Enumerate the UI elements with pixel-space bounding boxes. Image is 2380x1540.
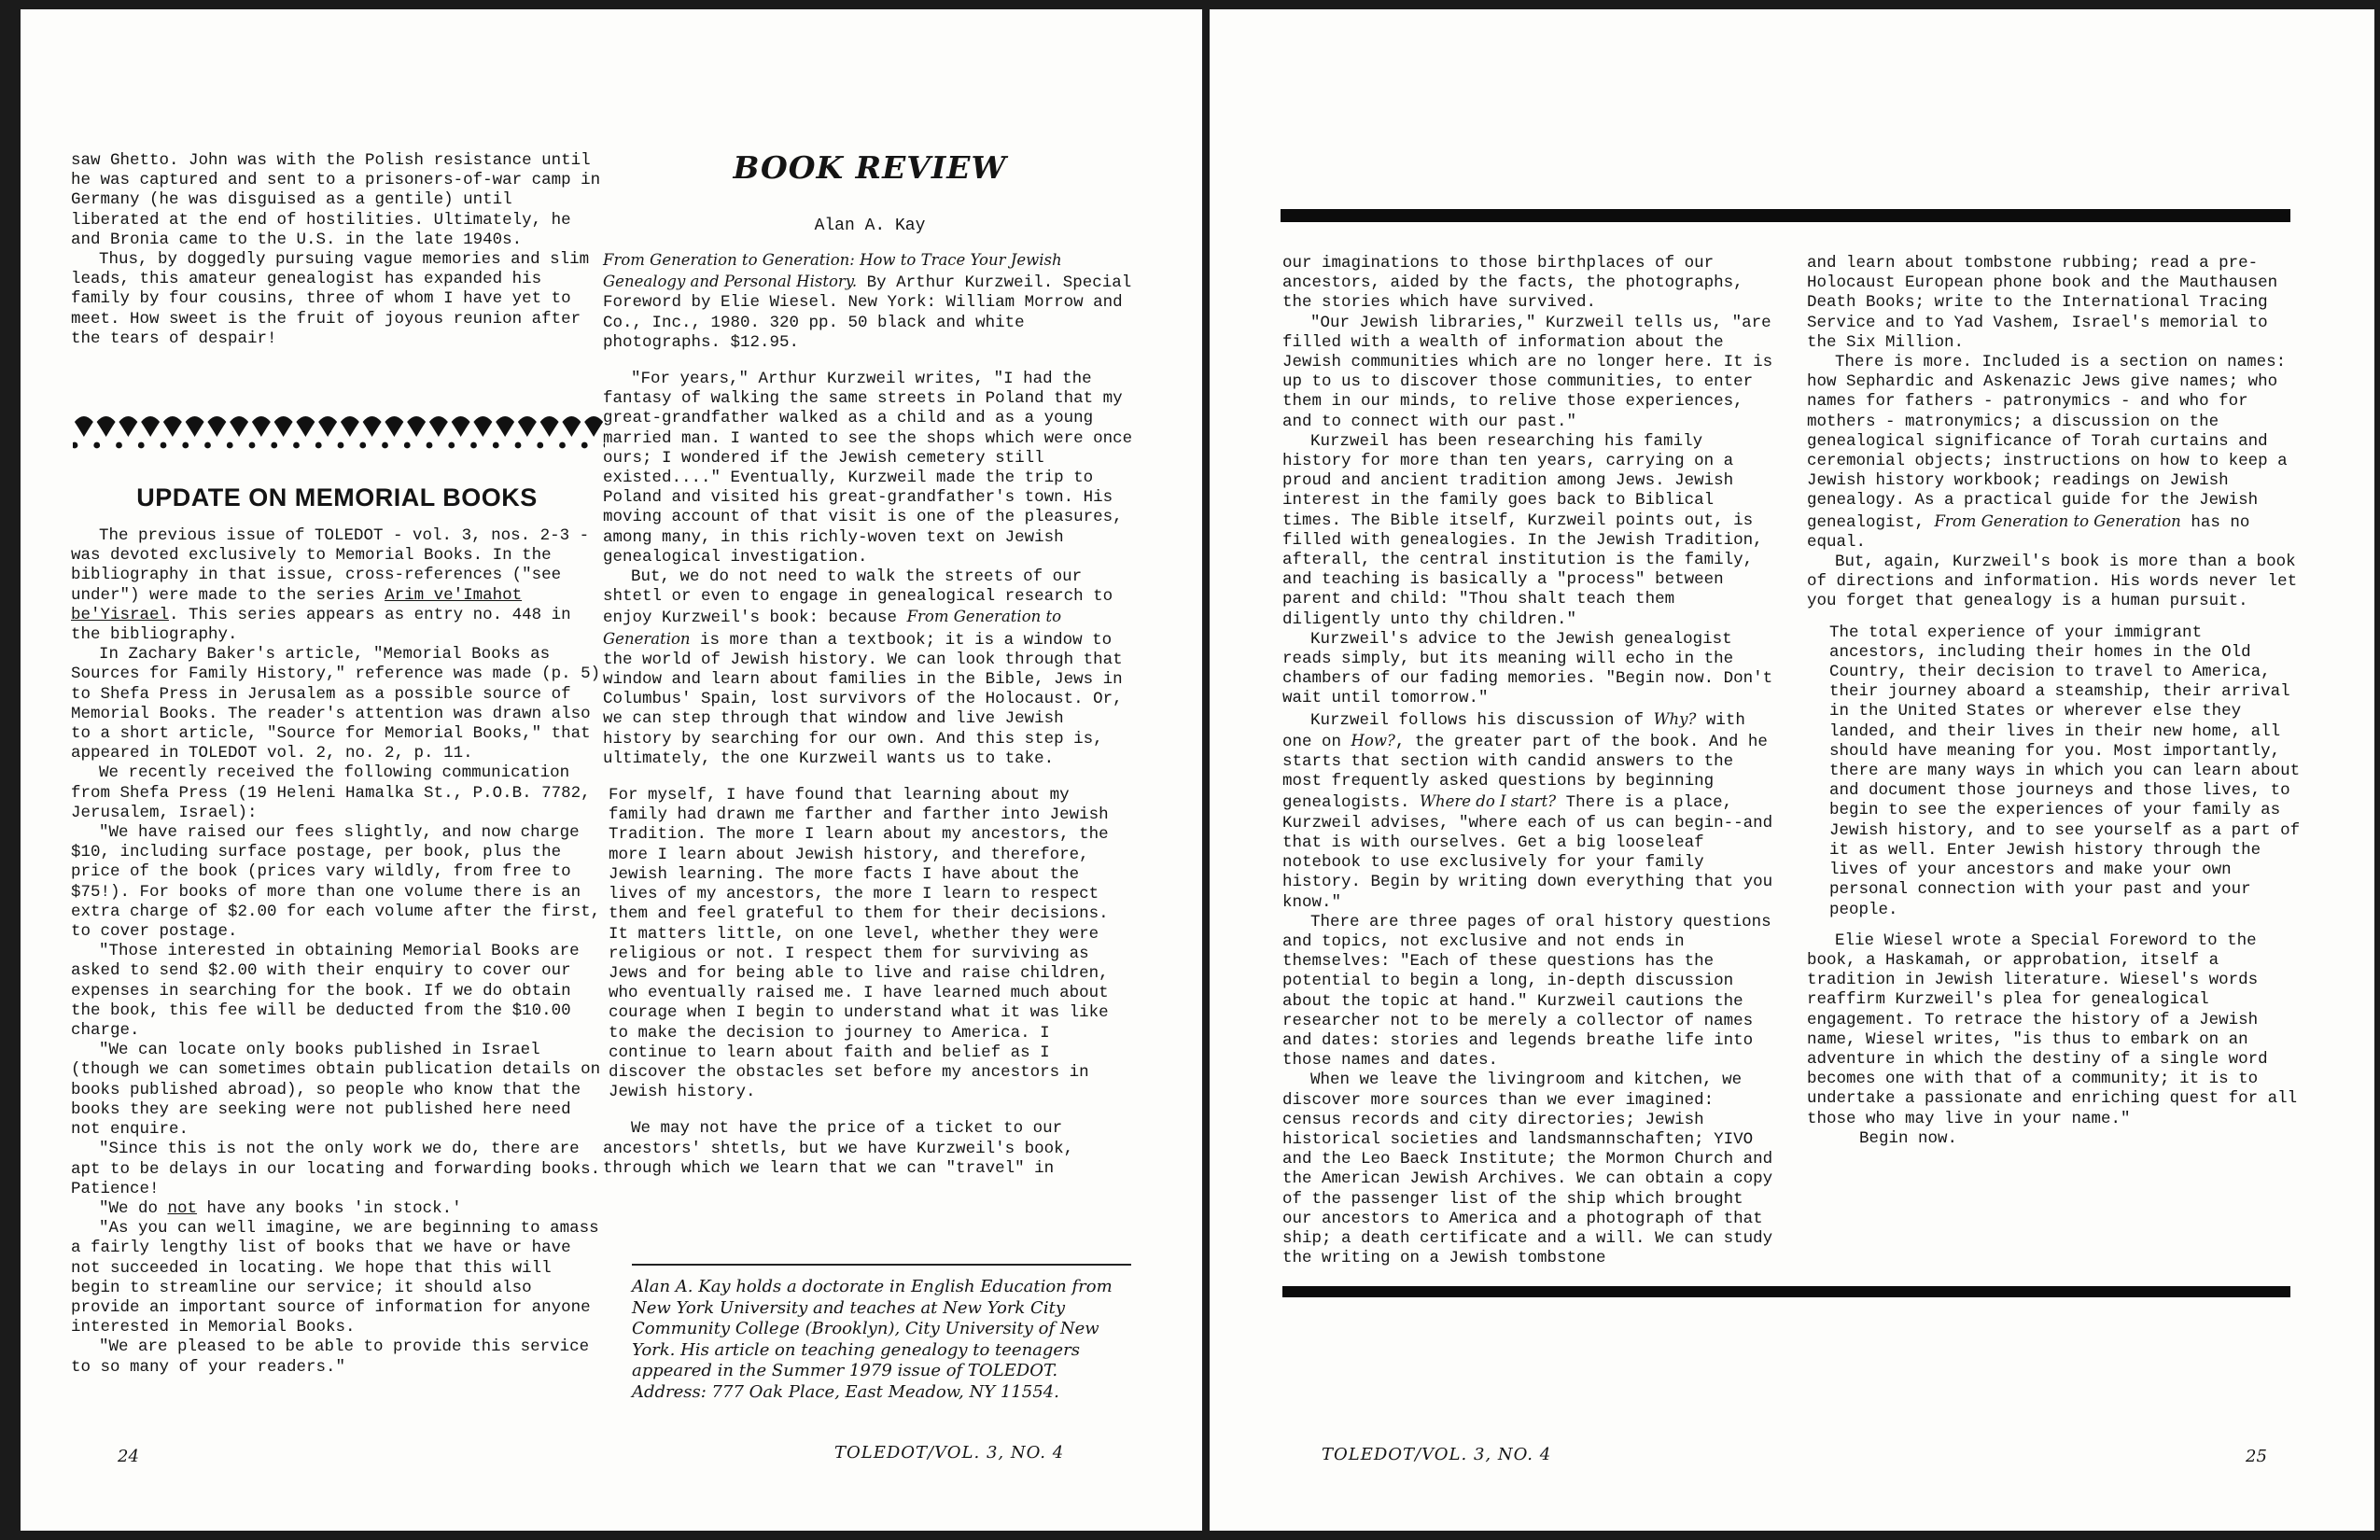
text-run: , the greater part of the book. And he starts that section with candid answers to the most frequently asked questions by beginning genealogists. [1282, 732, 1768, 813]
review-paragraph: But, again, Kurzweil's book is more than a book of directions and information. His words never let you forget that genealogy is a human pursuit. [1807, 553, 2298, 611]
ornament-drop [186, 416, 204, 437]
update-paragraph: "We are pleased to be able to provide this service to so many of your readers." [71, 1337, 590, 1377]
update-paragraph [71, 1199, 601, 1219]
page-footer: TOLEDOT/VOL. 3, NO. 4 [834, 1443, 1065, 1463]
ornament-drop [163, 416, 182, 437]
ornament-dot [338, 442, 344, 449]
review-paragraph [1282, 709, 1781, 913]
book-title: From Generation to Generation [1934, 511, 2181, 530]
book-review-title: BOOK REVIEW [733, 149, 1007, 186]
ornament-dot [404, 442, 411, 449]
text-run: There is a place, Kurzweil advises, "where each of us can begin--and that is with ourselves. Get a big looseleaf notebook to use exclusively for your family history. Begin by writing down everything that you know." [1282, 793, 1773, 912]
ornament-dot [227, 442, 233, 449]
ornament-dot [93, 442, 100, 449]
ornament-drop [385, 416, 403, 437]
ornament-drop [429, 416, 448, 437]
ornament-dot [182, 442, 189, 449]
text-run: There is more. Included is a section on names: how Sephardic and Askenazic Jews give names; who names for fathers - patronymics - and who for mothers - matronymics; a discussion on the genealogical significance of Torah curtains and ceremonial objects; instructions on how to keep a Jewish history workbook; readings on Jewish genealogy. As a practical guide for the Jewish genealogist, [1807, 353, 2288, 532]
review-paragraph [603, 567, 1137, 769]
update-column [71, 526, 601, 1378]
bottom-rule [1282, 1286, 2290, 1297]
ornament-dot [73, 442, 77, 449]
ornament-dot [359, 442, 366, 449]
update-paragraph [71, 526, 601, 645]
text-run: with one on [1282, 710, 1745, 751]
ornament-drop [473, 416, 492, 437]
ornament-drop [252, 416, 271, 437]
ornament-dot [493, 442, 499, 449]
review-indented-block: The total experience of your immigrant ancestors, including their homes in the Old Country, their decision to travel to America, their journey aboard a steamship, their arrival in the United States or wherever else they landed, and their lives in their new home, all should have meaning for you. Most importantly, there are many ways in which you can learn about and document those journeys and those lives, to begin to see the experiences of your family as Jewish history, and to see yourself as a part of it as well. Enter Jewish history through the lives of your ancestors and make your own personal connection with your past and your people. [1829, 623, 2301, 919]
left-page [21, 9, 1202, 1531]
ornament-drop [407, 416, 426, 437]
review-paragraph: When we leave the livingroom and kitchen, we discover more sources than we ever imagined: census records and city directories; Jewish historical societies and landsmannschaften; YIVO and the Leo Baeck Institute; the Mormon Church and the American Jewish Archives. We can obtain a copy of the passenger list of the ship which brought our ancestors to America and a photograph of that ship; a death certificate and a will. We can study the writing on a Jewish tombstone [1282, 1071, 1773, 1268]
update-paragraph: We recently received the following communication from Shefa Press (19 Heleni Hamalka St., P.O.B. 7782, Jerusalem, Israel): [71, 763, 591, 822]
emphasis: How? [1351, 731, 1395, 749]
ornament-dot [559, 442, 566, 449]
review-paragraph: "Our Jewish libraries," Kurzweil tells us, "are filled with a wealth of information about the Jewish communities which are no longer here. It is up to us to discover those communities, to enter them in our minds, to relive those experiences, and to connect with our past." [1282, 313, 1773, 431]
ornament-dot [470, 442, 477, 449]
page-number: 25 [2246, 1447, 2267, 1466]
bio-divider [632, 1264, 1131, 1266]
page-footer: TOLEDOT/VOL. 3, NO. 4 [1322, 1445, 1552, 1464]
book-review-author: Alan A. Kay [814, 217, 926, 235]
ornament-dot [293, 442, 300, 449]
review-paragraph: We may not have the price of a ticket to our ancestors' shtetls, but we have Kurzweil's book, through which we learn that we can "travel" in [603, 1119, 1074, 1178]
ornament-dot [427, 442, 433, 449]
review-continued-column-2 [1807, 254, 2302, 1149]
ornament-drop [584, 416, 603, 437]
review-paragraph: There are three pages of oral history questions and topics, not exclusive and not ends in themselves: "Each of these questions has the potential to begin a long, in-depth discussion about the topic at hand." Kurzweil cautions the researcher not to be merely a collector of names and dates: stories and legends breathe life into those names and dates. [1282, 912, 1771, 1071]
review-paragraph: Kurzweil's advice to the Jewish genealogist reads simply, but its meaning will echo in the chambers of our fading memories. "Begin now. Don't wait until tomorrow." [1282, 629, 1773, 708]
ornament-drop [296, 416, 315, 437]
emphasis: Where do I start? [1420, 792, 1557, 811]
right-page [1210, 9, 2374, 1531]
ornament-drop [97, 416, 116, 437]
ornament-drop [75, 416, 93, 437]
ornament-dot [161, 442, 167, 449]
update-heading: UPDATE ON MEMORIAL BOOKS [136, 483, 538, 511]
ornament-drop [274, 416, 293, 437]
text-run: "We do [99, 1198, 168, 1218]
update-paragraph: "We have raised our fees slightly, and now charge $10, including surface postage, per book, plus the price of the book (prices vary wildly, from free to $75!). For books of more than one volume there is an extra charge of $2.00 for each volume after the first, to cover postage. [71, 823, 601, 942]
ornament-dot [116, 442, 122, 449]
ornament-drop [363, 416, 382, 437]
book-citation [603, 250, 1137, 353]
author-bio: Alan A. Kay holds a doctorate in English Education from New York University and teaches at New York City Community College (Brooklyn), City University of New York. His article on teaching genealogy to teenagers appeared in the Summer 1979 issue of TOLEDOT. Address: 777 Oak Place, East Meadow, NY 11554. [632, 1277, 1113, 1402]
ornament-drop [341, 416, 359, 437]
review-paragraph: our imaginations to those birthplaces of our ancestors, aided by the facts, the photographs, the stories which have survived. [1282, 254, 1743, 313]
update-paragraph: "Those interested in obtaining Memorial Books are asked to send $2.00 with their enquiry to cover our expenses in searching for the book. If we do obtain the book, this fee will be deducted from the $10.00 charge. [71, 942, 580, 1041]
ornament-drop [318, 416, 337, 437]
emphasis: Why? [1653, 709, 1697, 728]
emphasis: not [167, 1198, 198, 1218]
update-paragraph: "Since this is not the only work we do, there are apt to be delays in our locating and forwarding books. Patience! [71, 1140, 601, 1198]
text-run: is more than a textbook; it is a window to the world of Jewish history. We can look through that window and learn about families in the Bible, Jews in Columbus' Spain, lost survivors of the Holocaust. Or, we can step through that window and live Jewish history by searching for our own. And this step is, ultimately, the one Kurzweil wants us to take. [603, 630, 1123, 768]
ornament-drop [207, 416, 226, 437]
series-title: Arim ve'Imahot be'Yisrael [71, 585, 523, 624]
story-paragraph: Thus, by doggedly pursuing vague memories and slim leads, this amateur genealogist has expanded his family by four cousins, three of whom I have yet to meet. How sweet is the fruit of joyous reunion after the tears of despair! [71, 250, 590, 348]
top-rule [1281, 209, 2290, 222]
review-paragraph: and learn about tombstone rubbing; read a pre-Holocaust European phone book and the Mauthausen Death Books; write to the International Tracing Service and to Yad Vashem, Israel's memorial to the Six Million. [1807, 254, 2278, 352]
page-number: 24 [118, 1447, 139, 1466]
review-paragraph: Elie Wiesel wrote a Special Foreword to the book, a Haskamah, or approbation, itself a tradition in Jewish literature. Wiesel's words reaffirm Kurzweil's plea for genealogical engagement. To retrace the history of a Jewish name, Wiesel writes, "is thus to embark on an adventure in which the destiny of a single word becomes one with that of a community; it is to undertake a passionate and enriching quest for all those who may live in your name." [1807, 931, 2298, 1128]
ornament-drop [141, 416, 160, 437]
ornament-drop [230, 416, 248, 437]
book-title: From Generation to Generation [603, 608, 1062, 648]
review-indented-block: For myself, I have found that learning about my family had drawn me farther and farther into Jewish Tradition. The more I learn about my ancestors, the more I learn about Jewish history, and therefore, Jewish learning. The more facts I have about the lives of my ancestors, the more I learn to respect them and feel grateful to them for their decisions. It matters little, on one level, whether they were religious or not. I respect them for surviving as Jews and for being able to live and raise children, who eventually raised me. I have learned much about courage when I begin to understand what it was like to make the decision to journey to America. I continue to learn about faith and belief as I discover the obstacles set before my ancestors in Jewish history. [609, 786, 1109, 1102]
text-run: By Arthur Kurzweil. Special Foreword by Elie Wiesel. New York: William Morrow and Co., Inc., 1980. 320 pp. 50 black and white photographs. $12.95. [603, 273, 1132, 352]
ornament-dot [515, 442, 522, 449]
ornamental-divider [73, 413, 605, 450]
book-title: From Generation to Generation: How to Trace Your Jewish Genealogy and Personal History. [603, 251, 1062, 291]
story-paragraph: saw Ghetto. John was with the Polish resistance until he was captured and sent to a prisoners-of-war camp in Germany (he was disguised as a gentile) until liberated at the end of hostilities. Ultimately, he and Bronia came to the U.S. in the late 1940s. [71, 151, 601, 249]
text-run: But, we do not need to walk the streets of our shtetl or even to engage in genealogical research to enjoy Kurzweil's book: because [603, 567, 1113, 628]
review-paragraph: Kurzweil has been researching his family history for more than ten years, carrying on a proud and ancient tradition among Jews. Jewish interest in the family goes back to Biblical times. The Bible itself, Kurzweil points out, is filled with genealogies. In the Jewish Tradition, afterall, the central institution is the family, and teaching is basically a "process" between parent and child: "Thou shalt teach them diligently unto thy children." [1282, 431, 1763, 629]
review-continued-column-1 [1282, 254, 1781, 1268]
update-paragraph: In Zachary Baker's article, "Memorial Books as Sources for Family History," reference was made (p. 5) to Shefa Press in Jerusalem as a possible source of Memorial Books. The reader's attention was drawn also to a short article, "Source for Memorial Books," that appeared in TOLEDOT vol. 2, no. 2, p. 11. [71, 645, 601, 763]
ornament-dot [448, 442, 455, 449]
review-paragraph: "For years," Arthur Kurzweil writes, "I had the fantasy of walking the same streets in Poland that my great-grandfather walked as a child and as a young married man. I wanted to see the shops which were once ours; I wondered if the Jewish cemetery still existed...." Eventually, Kurzweil made the trip to Poland and visited his great-grandfather's town. His moving account of that visit is one of the pleasures, among many, in this richly-woven text on Jewish genealogical investigation. [603, 370, 1133, 567]
ornament-drop [119, 416, 137, 437]
ornament-dot [204, 442, 211, 449]
ornament-drop [562, 416, 581, 437]
ornament-drop [496, 416, 514, 437]
text-run: . This series appears as entry no. 448 in the bibliography. [71, 605, 571, 645]
ornament-dot [249, 442, 256, 449]
text-run: has no equal. [1807, 512, 2250, 552]
ornament-dot [315, 442, 322, 449]
left-column-story-end [71, 151, 601, 349]
update-paragraph: "As you can well imagine, we are beginning to amass a fairly lengthy list of books that we have or have not succeeded in locating. We hope that this will begin to streamline our service; it should also provide an important source of information for anyone interested in Memorial Books. [71, 1219, 599, 1337]
ornament-dot [537, 442, 543, 449]
review-column [603, 250, 1137, 1179]
text-run: have any books 'in stock.' [197, 1198, 462, 1218]
text-run: The previous issue of TOLEDOT - vol. 3, nos. 2-3 - was devoted exclusively to Memorial Books. In the bibliography in that issue, cross-references ("see under") were made to the series [71, 526, 590, 605]
ornament-drop [518, 416, 537, 437]
ornament-dot [138, 442, 145, 449]
ornament-drop [540, 416, 559, 437]
ornament-drop [452, 416, 470, 437]
review-paragraph [1807, 353, 2302, 553]
ornament-dot [271, 442, 277, 449]
ornament-dot [581, 442, 588, 449]
review-closing-line: Begin now. [1859, 1128, 1958, 1148]
text-run: Kurzweil follows his discussion of [1310, 710, 1654, 730]
update-paragraph: "We can locate only books published in Israel (though we can sometimes obtain publication details on books published abroad), so people who know that the books they are seeking were not published here need not enquire. [71, 1041, 601, 1140]
ornament-dot [382, 442, 388, 449]
